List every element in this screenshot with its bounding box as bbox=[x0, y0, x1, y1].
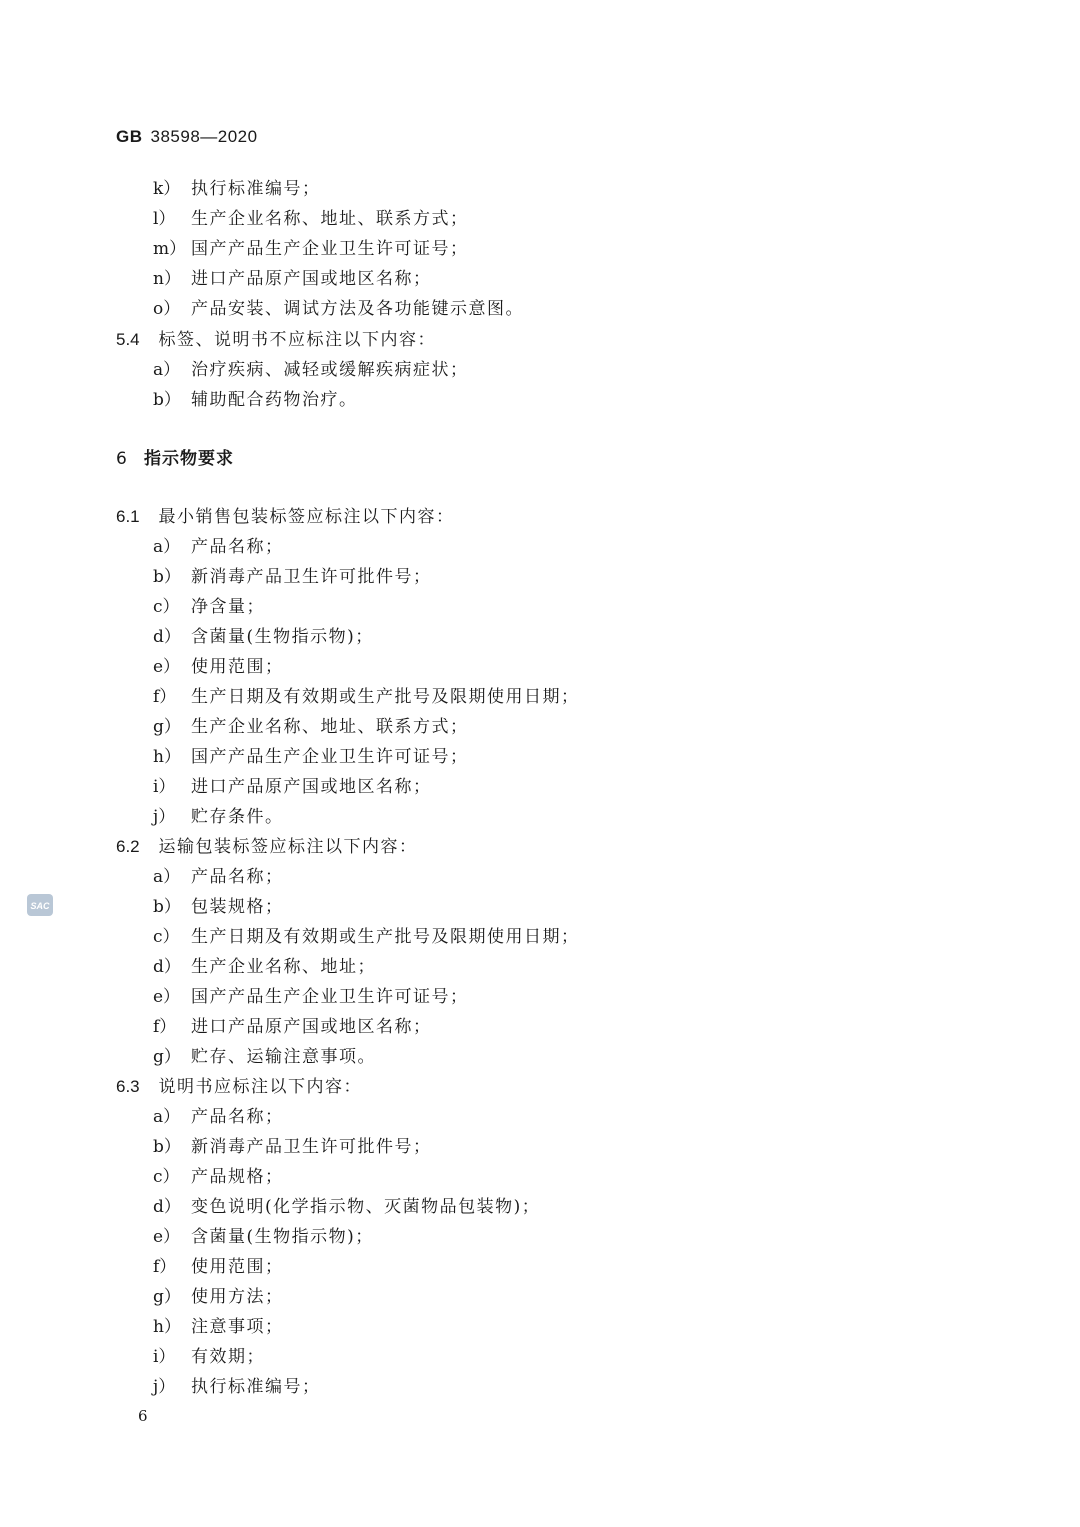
clause-number: 6.1 bbox=[116, 507, 140, 526]
list-item bbox=[153, 1316, 284, 1338]
list-item bbox=[153, 1226, 374, 1248]
list-item bbox=[153, 1106, 284, 1128]
sac-watermark-logo bbox=[26, 893, 54, 917]
list-item-text: 含菌量(生物指示物)； bbox=[191, 627, 374, 647]
list-item bbox=[153, 566, 432, 588]
list-item-marker: b） bbox=[153, 567, 181, 587]
list-item-marker: j） bbox=[153, 1377, 176, 1397]
list-item bbox=[153, 1016, 432, 1038]
list-item-marker: l） bbox=[153, 209, 176, 229]
list-item-text: 包装规格； bbox=[191, 897, 284, 917]
list-item-text: 贮存条件。 bbox=[191, 807, 284, 827]
list-item-text: 使用范围； bbox=[191, 1257, 284, 1277]
list-item bbox=[153, 986, 469, 1008]
standard-code: GB bbox=[116, 127, 143, 146]
list-item-text: 产品名称； bbox=[191, 1107, 284, 1127]
list-item bbox=[153, 716, 469, 738]
list-item bbox=[153, 1346, 265, 1368]
list-item bbox=[153, 1166, 284, 1188]
list-item-marker: a） bbox=[153, 1107, 181, 1127]
list-item bbox=[153, 1046, 376, 1068]
clause-6-1 bbox=[116, 506, 455, 528]
list-item-marker: h） bbox=[153, 1317, 181, 1337]
list-item bbox=[153, 1376, 321, 1398]
list-item-text: 贮存、运输注意事项。 bbox=[191, 1047, 376, 1067]
list-item-marker: d） bbox=[153, 957, 181, 977]
page-number: 6 bbox=[138, 1407, 148, 1425]
clause-title: 最小销售包装标签应标注以下内容： bbox=[158, 507, 455, 527]
list-item bbox=[153, 178, 321, 200]
list-item-marker: e） bbox=[153, 1227, 181, 1247]
list-item bbox=[153, 656, 284, 678]
list-item bbox=[153, 806, 284, 828]
list-item-text: 生产日期及有效期或生产批号及限期使用日期； bbox=[191, 927, 580, 947]
list-item-marker: m） bbox=[153, 239, 187, 259]
list-item-marker: b） bbox=[153, 897, 181, 917]
section-title: 指示物要求 bbox=[144, 449, 234, 469]
list-item-marker: c） bbox=[153, 597, 180, 617]
list-item-marker: c） bbox=[153, 1167, 180, 1187]
list-item bbox=[153, 926, 580, 948]
list-item-marker: i） bbox=[153, 777, 176, 797]
clause-title: 说明书应标注以下内容： bbox=[158, 1077, 363, 1097]
list-item bbox=[153, 1196, 540, 1218]
list-item-marker: g） bbox=[153, 1287, 181, 1307]
list-item-marker: j） bbox=[153, 807, 176, 827]
list-item-text: 国产产品生产企业卫生许可证号； bbox=[191, 987, 469, 1007]
list-item-text: 生产企业名称、地址、联系方式； bbox=[191, 717, 469, 737]
list-item-text: 变色说明(化学指示物、灭菌物品包装物)； bbox=[191, 1197, 541, 1217]
list-item-marker: c） bbox=[153, 927, 180, 947]
list-item-marker: e） bbox=[153, 657, 181, 677]
list-item-marker: o） bbox=[153, 299, 181, 319]
list-item bbox=[153, 1256, 284, 1278]
list-item bbox=[153, 1286, 284, 1308]
list-item bbox=[153, 238, 469, 260]
list-item-text: 进口产品原产国或地区名称； bbox=[191, 269, 432, 289]
list-item-text: 生产日期及有效期或生产批号及限期使用日期； bbox=[191, 687, 580, 707]
clause-title: 标签、说明书不应标注以下内容： bbox=[158, 330, 437, 350]
list-item-marker: b） bbox=[153, 390, 181, 410]
list-item-text: 生产企业名称、地址； bbox=[191, 957, 376, 977]
list-item bbox=[153, 626, 374, 648]
list-item-marker: g） bbox=[153, 1047, 181, 1067]
list-item-text: 生产企业名称、地址、联系方式； bbox=[191, 209, 469, 229]
list-item-text: 产品规格； bbox=[191, 1167, 284, 1187]
list-item-marker: d） bbox=[153, 1197, 181, 1217]
list-item-marker: g） bbox=[153, 717, 181, 737]
list-item-text: 新消毒产品卫生许可批件号； bbox=[191, 1137, 432, 1157]
list-item-text: 产品安装、调试方法及各功能键示意图。 bbox=[191, 299, 524, 319]
list-item-marker: b） bbox=[153, 1137, 181, 1157]
list-item-text: 使用方法； bbox=[191, 1287, 284, 1307]
section-number: 6 bbox=[116, 449, 128, 469]
list-item-marker: e） bbox=[153, 987, 181, 1007]
list-item-marker: k） bbox=[153, 179, 181, 199]
list-item bbox=[153, 776, 432, 798]
list-item-marker: f） bbox=[153, 687, 177, 707]
list-item-marker: a） bbox=[153, 537, 181, 557]
list-item-text: 注意事项； bbox=[191, 1317, 284, 1337]
list-item-text: 净含量； bbox=[191, 597, 265, 617]
list-item-text: 治疗疾病、减轻或缓解疾病症状； bbox=[191, 360, 469, 380]
list-item bbox=[153, 596, 265, 618]
list-item bbox=[153, 866, 284, 888]
clause-title: 运输包装标签应标注以下内容： bbox=[158, 837, 418, 857]
list-item-text: 执行标准编号； bbox=[191, 1377, 321, 1397]
list-item bbox=[153, 359, 469, 381]
watermark-text: SAC bbox=[30, 901, 50, 911]
list-item-text: 使用范围； bbox=[191, 657, 284, 677]
clause-6-3 bbox=[116, 1076, 362, 1098]
list-item-marker: f） bbox=[153, 1017, 177, 1037]
list-item bbox=[153, 389, 358, 411]
list-item-text: 辅助配合药物治疗。 bbox=[191, 390, 358, 410]
list-item-text: 含菌量(生物指示物)； bbox=[191, 1227, 374, 1247]
list-item-marker: i） bbox=[153, 1347, 176, 1367]
clause-number: 6.2 bbox=[116, 837, 140, 856]
list-item bbox=[153, 956, 376, 978]
list-item-marker: d） bbox=[153, 627, 181, 647]
section-6-heading bbox=[116, 448, 234, 470]
list-item bbox=[153, 208, 469, 230]
list-item-text: 新消毒产品卫生许可批件号； bbox=[191, 567, 432, 587]
list-item bbox=[153, 686, 580, 708]
clause-6-2 bbox=[116, 836, 418, 858]
list-item-marker: f） bbox=[153, 1257, 177, 1277]
standard-number: 38598—2020 bbox=[150, 127, 258, 146]
list-item bbox=[153, 268, 432, 290]
clause-number: 5.4 bbox=[116, 330, 140, 349]
list-item-text: 进口产品原产国或地区名称； bbox=[191, 777, 432, 797]
list-item-marker: h） bbox=[153, 747, 181, 767]
list-item-text: 国产产品生产企业卫生许可证号； bbox=[191, 239, 469, 259]
list-item bbox=[153, 746, 469, 768]
list-item bbox=[153, 298, 524, 320]
list-item bbox=[153, 536, 284, 558]
clause-number: 6.3 bbox=[116, 1077, 140, 1096]
document-header bbox=[116, 127, 258, 147]
list-item-marker: a） bbox=[153, 867, 181, 887]
list-item-marker: a） bbox=[153, 360, 181, 380]
list-item bbox=[153, 896, 284, 918]
list-item-text: 执行标准编号； bbox=[191, 179, 321, 199]
clause-5-4 bbox=[116, 329, 436, 351]
list-item-text: 产品名称； bbox=[191, 537, 284, 557]
list-item bbox=[153, 1136, 432, 1158]
list-item-marker: n） bbox=[153, 269, 181, 289]
list-item-text: 进口产品原产国或地区名称； bbox=[191, 1017, 432, 1037]
list-item-text: 国产产品生产企业卫生许可证号； bbox=[191, 747, 469, 767]
list-item-text: 有效期； bbox=[191, 1347, 265, 1367]
list-item-text: 产品名称； bbox=[191, 867, 284, 887]
